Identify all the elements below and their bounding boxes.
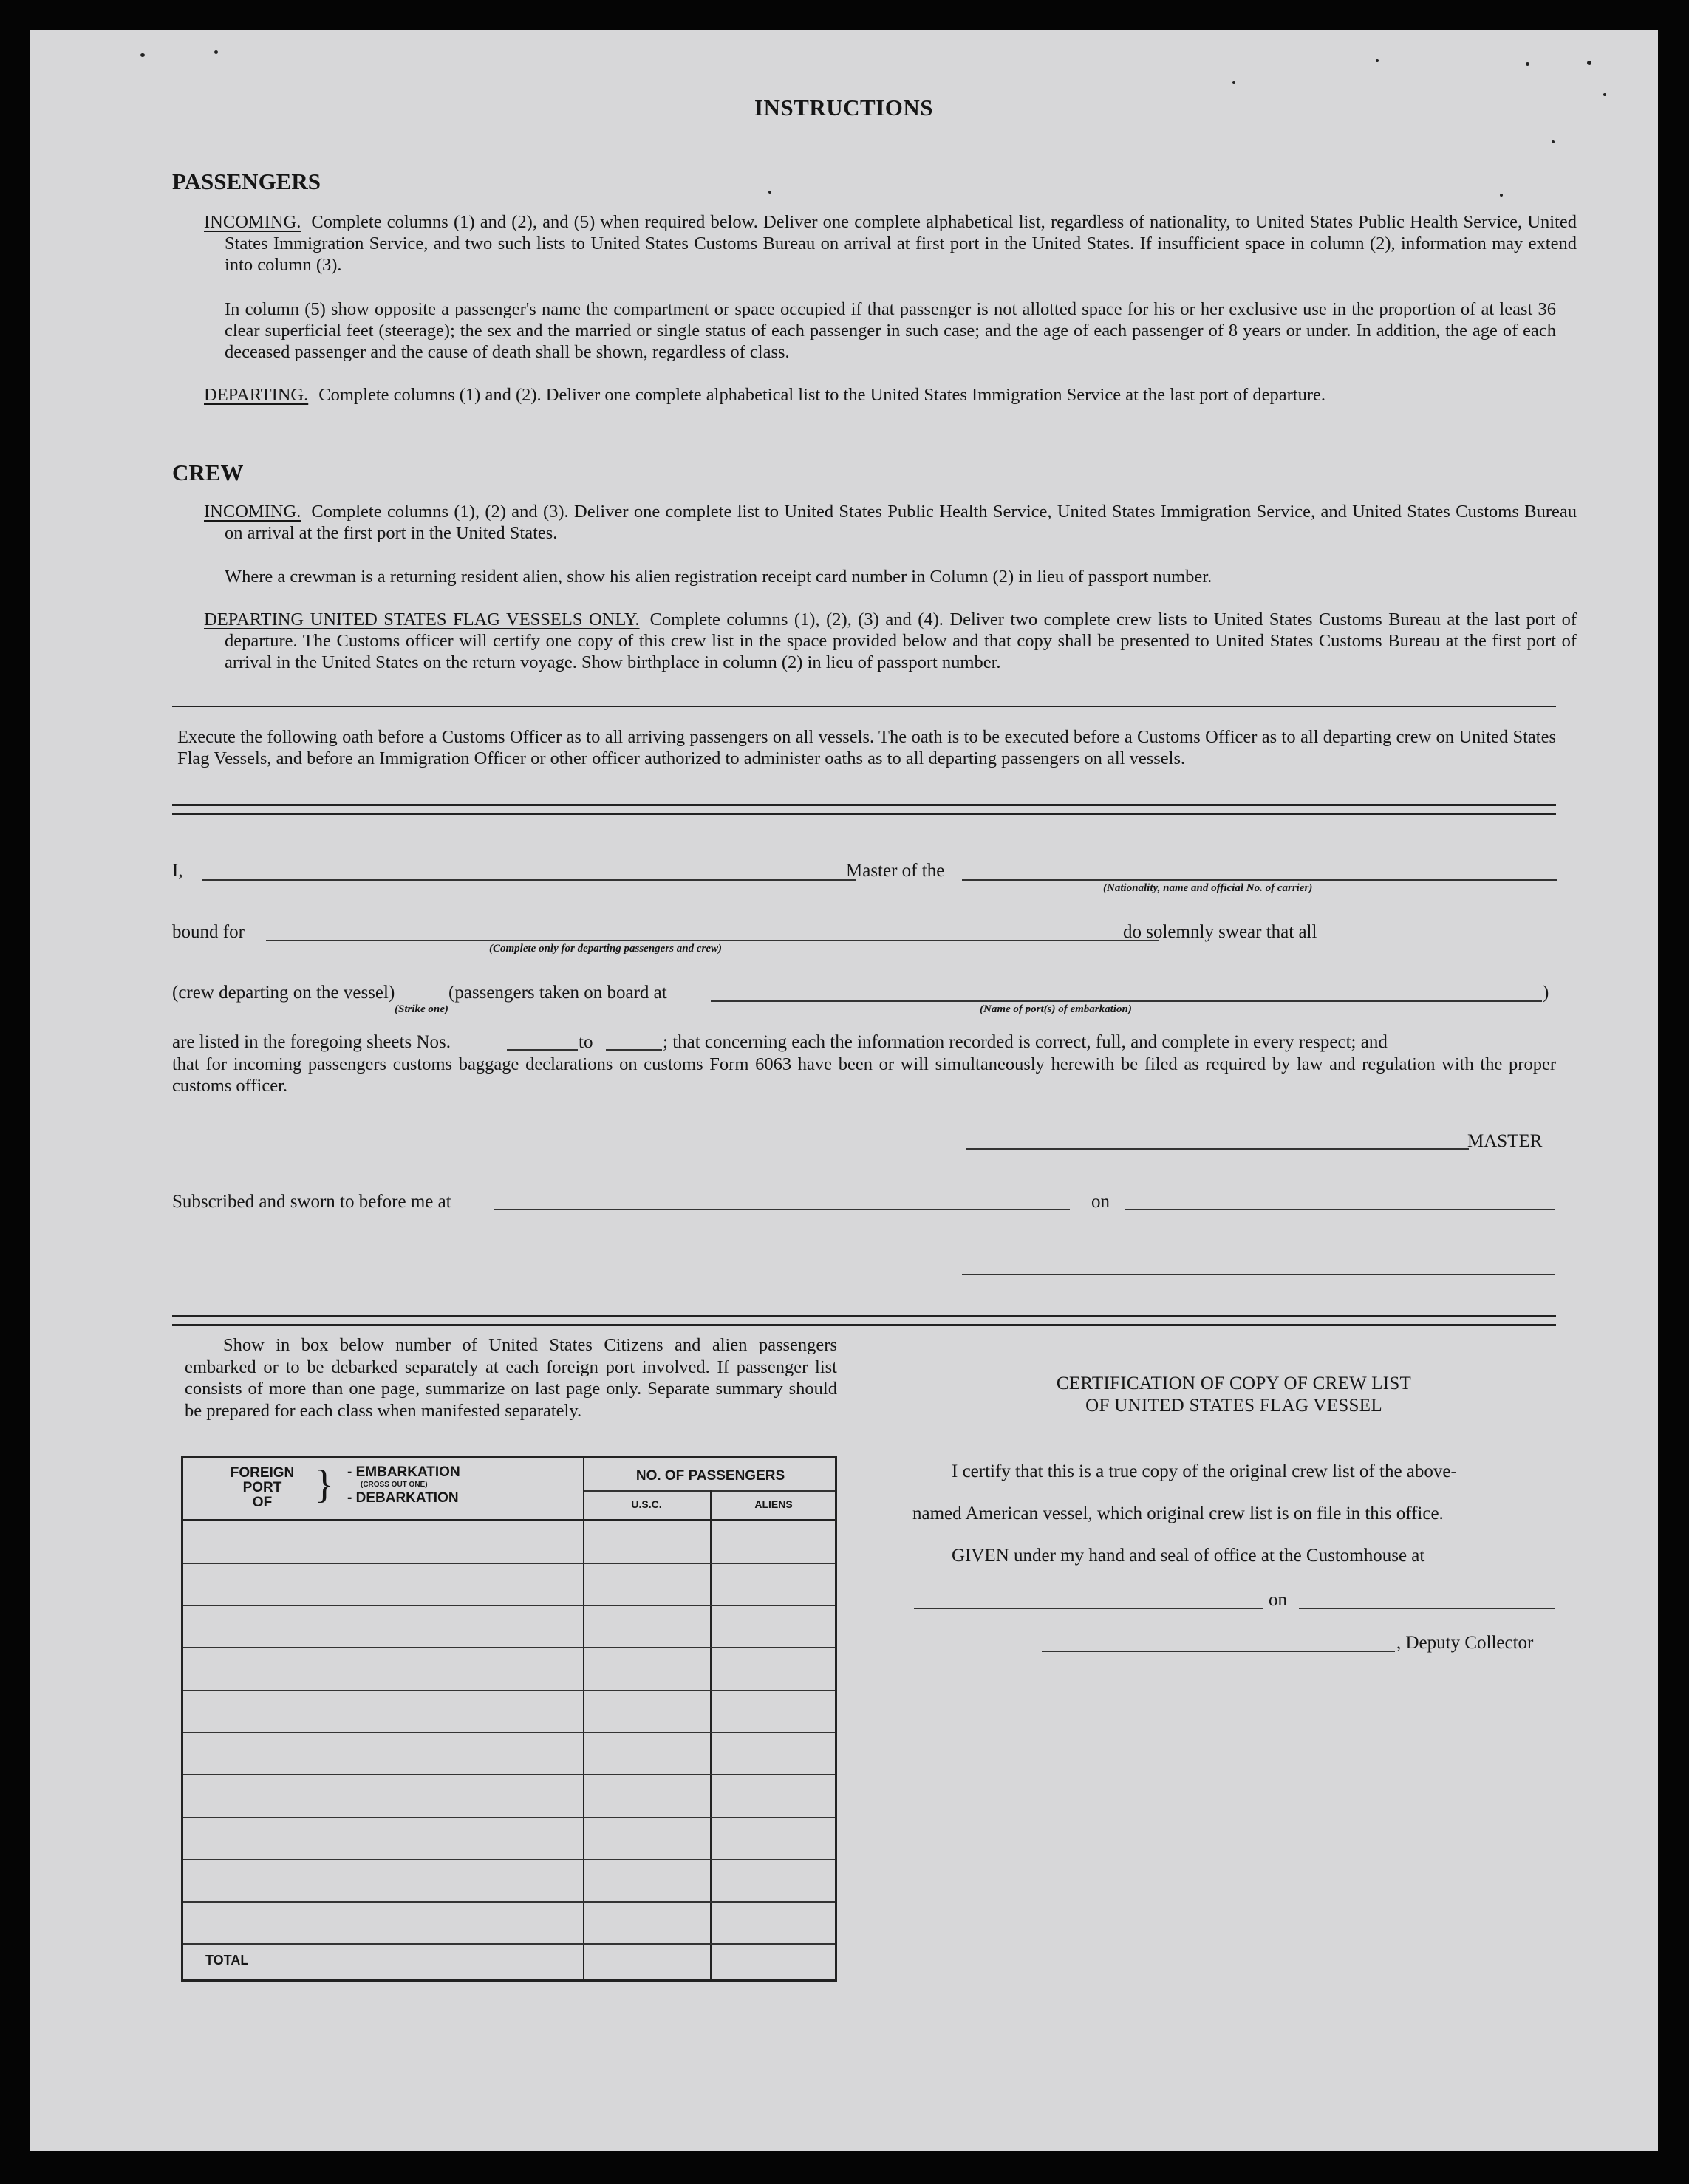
table-row <box>183 1774 835 1775</box>
of-label: OF <box>252 1495 273 1510</box>
given-text: GIVEN under my hand and seal of office at the Customhouse at <box>952 1546 1425 1566</box>
brace-icon: } <box>315 1462 334 1506</box>
scan-speck <box>1603 93 1606 96</box>
scan-speck <box>140 53 145 57</box>
table-row <box>183 1901 835 1903</box>
certify-line-2: named American vessel, which original crew list is on file in this office. <box>912 1504 1444 1523</box>
master-signature-line[interactable] <box>966 1148 1469 1150</box>
scan-speck <box>1552 140 1555 143</box>
summary-instructions: Show in box below number of United States Citizens and alien passengers embarked or to be debarked separately at each foreign port involved. If passenger list consists of more than one page, summarize on last page only. Separate summary should be prepared for each class when manifested separately. <box>185 1335 837 1421</box>
scan-speck <box>1232 81 1235 84</box>
certification-title <box>912 1373 1555 1417</box>
passengers-departing-paragraph <box>204 384 1577 406</box>
passengers-incoming-paragraph <box>204 211 1577 276</box>
crew-departing-text: Complete columns (1), (2), (3) and (4). Deliver two complete crew lists to United States Customs Bureau at the last port of departure. The Customs officer will certify one copy of this crew list in the space provided below and that copy shall be presented to United States Customs Bureau at the first port of arrival in the United States on the return voyage. Show birthplace in column (2) in lieu of passport number. <box>225 610 1577 672</box>
crew-departing-paragraph <box>204 609 1577 673</box>
foreign-label: FOREIGN <box>230 1465 295 1481</box>
subscribed-label: Subscribed and sworn to before me at <box>172 1192 451 1212</box>
subscribed-date-line[interactable] <box>1125 1209 1555 1210</box>
certification-on-label: on <box>1269 1590 1287 1610</box>
passenger-summary-table <box>181 1456 837 1982</box>
passengers-incoming-label: INCOMING. <box>204 212 301 232</box>
sheets-to-label: to <box>579 1032 593 1052</box>
master-of-the-label: Master of the <box>846 861 945 881</box>
table-row <box>183 1859 835 1860</box>
crew-heading: CREW <box>172 460 244 485</box>
section-divider <box>172 706 1556 707</box>
oath-statement-continued: that for incoming passengers customs baggage declarations on customs Form 6063 have been or will simultaneously herewith be filed as required by law and regulation with the proper customs officer. <box>172 1054 1556 1096</box>
cross-out-label: (CROSS OUT ONE) <box>361 1481 428 1489</box>
table-row <box>183 1647 835 1648</box>
header-subrule <box>584 1490 835 1492</box>
passengers-taken-option: (passengers taken on board at <box>448 983 667 1003</box>
embarkation-label: - EMBARKATION <box>347 1464 460 1480</box>
oath-instructions: Execute the following oath before a Customs Officer as to all arriving passengers on all vessels. The oath is to be executed before a Customs Officer as to all departing crew on United States Flag Vessels, and before an Immigration Officer or other officer authorized to administer oaths as to all departing passengers on all vessels. <box>177 727 1556 768</box>
crew-departing-option: (crew departing on the vessel) <box>172 983 395 1003</box>
certify-line-1: I certify that this is a true copy of the original crew list of the above- <box>952 1461 1457 1481</box>
passengers-column5-paragraph: In column (5) show opposite a passenger's name the compartment or space occupied if that passenger is not allotted space for his or her exclusive use in the proportion of at least 36 clear superficial feet (steerage); the sex and the married or single status of each passenger in such case; and the age of each passenger of 8 years or under. In addition, the age of each deceased passenger and the cause of death shall be shown, regardless of class. <box>225 299 1556 362</box>
certification-title-line2: OF UNITED STATES FLAG VESSEL <box>1085 1396 1382 1416</box>
bound-for-caption: (Complete only for departing passengers and crew) <box>489 943 722 955</box>
sheet-to-line[interactable] <box>606 1049 662 1051</box>
crew-incoming-paragraph <box>204 501 1577 544</box>
carrier-line[interactable] <box>962 879 1557 881</box>
total-label: TOTAL <box>205 1953 249 1968</box>
table-row <box>183 1605 835 1606</box>
table-row <box>183 1563 835 1564</box>
close-paren: ) <box>1543 983 1549 1003</box>
officer-signature-line[interactable] <box>962 1274 1555 1275</box>
passengers-incoming-text: Complete columns (1) and (2), and (5) when required below. Deliver one complete alphabetical list, regardless of nationality, to United States Public Health Service, United States Immigration Service, and two such lists to United States Customs Bureau on arrival at first port in the United States. If insufficient space in column (2), information may extend into column (3). <box>225 212 1577 275</box>
scan-speck <box>1526 62 1529 66</box>
oath-i-label: I, <box>172 861 183 881</box>
double-rule-lower <box>172 1315 1556 1326</box>
aliens-header: ALIENS <box>754 1498 793 1510</box>
port-label: PORT <box>242 1480 282 1495</box>
customhouse-line[interactable] <box>914 1608 1263 1609</box>
certification-date-line[interactable] <box>1299 1608 1555 1609</box>
table-row <box>183 1817 835 1818</box>
sheet-from-line[interactable] <box>507 1049 578 1051</box>
double-rule <box>172 804 1556 815</box>
certification-title-line1: CERTIFICATION OF COPY OF CREW LIST <box>1056 1373 1412 1393</box>
master-label: MASTER <box>1467 1131 1543 1151</box>
table-row <box>183 1690 835 1691</box>
bound-for-line[interactable] <box>266 940 1159 941</box>
passengers-departing-label: DEPARTING. <box>204 385 309 405</box>
scan-speck <box>768 191 771 194</box>
scan-speck <box>214 50 218 54</box>
crew-departing-label: DEPARTING UNITED STATES FLAG VESSELS ONLY. <box>204 610 640 629</box>
passengers-heading: PASSENGERS <box>172 168 321 194</box>
embarkation-ports-line[interactable] <box>711 1000 1542 1002</box>
table-row <box>183 1732 835 1733</box>
subscribed-on-label: on <box>1091 1192 1110 1212</box>
scan-speck <box>1500 194 1503 197</box>
scan-speck <box>1376 59 1379 62</box>
sheets-label: are listed in the foregoing sheets Nos. <box>172 1032 451 1052</box>
bound-for-label: bound for <box>172 922 245 942</box>
crew-resident-paragraph: Where a crewman is a returning resident alien, show his alien registration receipt card number in Column (2) in lieu of passport number. <box>225 567 1212 587</box>
usc-header: U.S.C. <box>631 1498 662 1510</box>
swear-text: do solemnly swear that all <box>1123 922 1317 942</box>
deputy-collector-label: , Deputy Collector <box>1396 1633 1534 1653</box>
strike-one-caption: (Strike one) <box>395 1003 448 1015</box>
no-of-passengers-header: NO. OF PASSENGERS <box>635 1468 785 1484</box>
form-sheet <box>30 30 1658 2151</box>
master-name-line[interactable] <box>202 879 856 881</box>
carrier-caption: (Nationality, name and official No. of carrier) <box>1103 882 1313 894</box>
table-row <box>183 1943 835 1945</box>
passengers-departing-text: Complete columns (1) and (2). Deliver one complete alphabetical list to the United States Immigration Service at the last port of departure. <box>318 385 1325 405</box>
page-title: INSTRUCTIONS <box>754 95 933 120</box>
deputy-signature-line[interactable] <box>1042 1651 1395 1652</box>
oath-statement: ; that concerning each the information recorded is correct, full, and complete in every respect; and <box>663 1032 1388 1052</box>
scan-speck <box>1587 61 1591 65</box>
foreign-port-header <box>213 1466 312 1510</box>
header-rule <box>183 1519 835 1521</box>
subscribed-place-line[interactable] <box>494 1209 1070 1210</box>
embarkation-ports-caption: (Name of port(s) of embarkation) <box>980 1003 1132 1015</box>
debarkation-label: - DEBARKATION <box>347 1490 459 1506</box>
crew-incoming-text: Complete columns (1), (2) and (3). Deliver one complete list to United States Public Health Service, United States Immigration Service, and United States Customs Bureau on arrival at the first port in the United States. <box>225 502 1577 543</box>
crew-incoming-label: INCOMING. <box>204 502 301 522</box>
